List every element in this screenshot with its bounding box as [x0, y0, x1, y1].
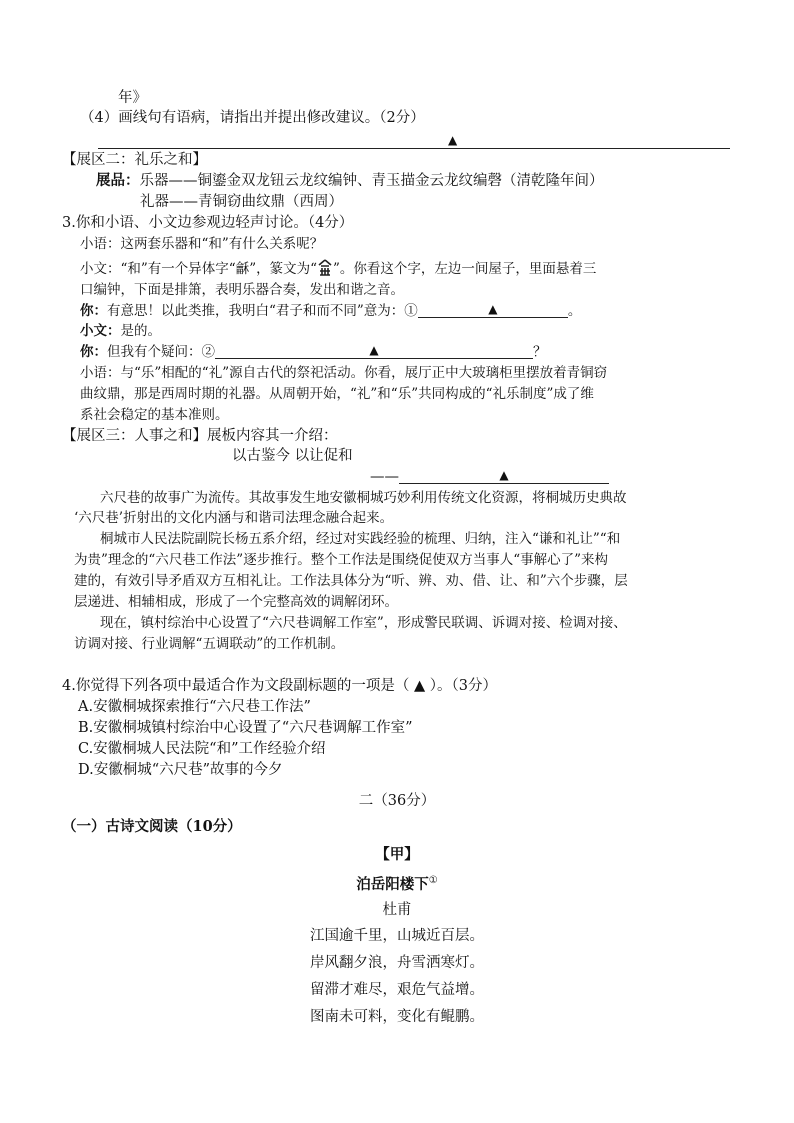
top-fragment: 年》 [118, 90, 147, 106]
section-2-title: 二（36分） [358, 793, 436, 809]
dialog-line-4 [80, 301, 581, 321]
zone3-heading: 【展区三：人事之和】 [62, 428, 207, 444]
poem-line-4: 图南未可料，变化有鲲鹏。 [310, 1009, 484, 1025]
subtitle-dash: —— [370, 469, 399, 485]
question-3-title: 3.你和小语、小文边参观边轻声讨论。（4分） [62, 215, 354, 231]
dialog-line-6-end: ？ [533, 344, 547, 360]
poem-author: 杜甫 [382, 902, 412, 918]
dialog-line-8: 曲纹鼎，那是西周时期的礼器。从周朝开始，“礼”和“乐”共同构成的“礼乐制度”成了维 [80, 386, 594, 402]
dialog-line-6-text: 但我有个疑问：② [107, 344, 215, 360]
exhibits-music: 乐器——铜鎏金双龙钮云龙纹编钟、青玉描金云龙纹编磬（清乾隆年间） [139, 173, 604, 189]
zone2-exhibits-2: 礼器——青铜窃曲纹鼎（西周） [140, 194, 343, 210]
zone3-intro: 展板内容其一介绍： [207, 428, 338, 444]
speaker-xiaowen: 小文： [80, 323, 121, 339]
answer-marker: ▲ [369, 343, 379, 357]
question-4-prev: （4）画线句有语病，请指出并提出修改建议。（2分） [80, 110, 425, 126]
poem-line-3: 留滞才难尽，艰危气益增。 [310, 982, 484, 998]
answer-line [98, 148, 730, 149]
answer-blank-1[interactable] [418, 301, 568, 318]
poem-line-1: 江国逾千里，山城近百层。 [310, 928, 484, 944]
speaker-you: 你： [80, 303, 107, 319]
zone2-exhibits-1 [96, 171, 604, 191]
poem-title-line [0, 871, 794, 895]
option-d[interactable]: D.安徽桐城“六尺巷”故事的今夕 [78, 762, 283, 778]
dialog-line-3: 口编钟，下面是排箫，表明乐器合奏，发出和谐之音。 [80, 282, 404, 298]
dialog-line-4-text: 有意思！以此类推，我明白“君子和而不同”意为：① [107, 303, 418, 319]
poem-title: 泊岳阳楼下 [356, 875, 429, 893]
section-2-sub: （一）古诗文阅读（10分） [62, 818, 242, 835]
question-4-title [62, 676, 497, 696]
dialog-line-2b: ”。你看这个字，左边一间屋子，里面悬着三 [333, 261, 597, 277]
q4-title-a: 4.你觉得下列各项中最适合作为文段副标题的一项是（ [62, 678, 414, 694]
article-p2a: 桐城市人民法院副院长杨五系介绍，经过对实践经验的梳理、归纳，注入“谦和礼让”“和 [100, 531, 621, 547]
option-a[interactable]: A.安徽桐城探索推行“六尺巷工作法” [78, 699, 311, 715]
q4-title-b: ）。（3分） [425, 678, 497, 694]
footnote-mark: ① [428, 875, 438, 886]
dialog-line-5-text: 是的。 [120, 323, 161, 339]
dialog-line-2a: 小文：“和”有一个异体字“龢”，篆文为“ [80, 261, 318, 277]
option-b[interactable]: B.安徽桐城镇村综治中心设置了“六尺巷调解工作室” [78, 720, 413, 736]
speaker-you-2: 你： [80, 344, 107, 360]
zone3-title [62, 426, 338, 446]
article-subtitle [370, 467, 609, 487]
exhibits-label: 展品： [96, 172, 140, 189]
answer-marker: ▲ [499, 468, 509, 482]
dialog-line-6 [80, 342, 547, 362]
article-p3b: 访调对接、行业调解“五调联动”的工作机制。 [74, 636, 345, 652]
dialog-line-2 [80, 259, 596, 279]
article-p2b: 为贵”理念的“六尺巷工作法”逐步推行。整个工作法是围绕促使双方当事人“事解心了”来构 [74, 552, 609, 568]
article-headline: 以古鉴今 以让促和 [232, 448, 353, 464]
answer-marker: ▲ [448, 133, 458, 147]
option-c[interactable]: C.安徽桐城人民法院“和”工作经验介绍 [78, 741, 326, 757]
dialog-line-7: 小语：与“乐”相配的“礼”源自古代的祭祀活动。你看，展厅正中大玻璃柜里摆放着青铜窃 [80, 365, 608, 381]
dialog-line-4-end: 。 [567, 303, 582, 319]
dialog-line-9: 系社会稳定的基本准则。 [80, 407, 229, 423]
article-p3a: 现在，镇村综治中心设置了“六尺巷调解工作室”，形成警民联调、诉调对接、检调对接、 [100, 615, 627, 631]
poem-jia: 【甲】 [375, 846, 419, 863]
zone2-title: 【展区二：礼乐之和】 [62, 152, 207, 168]
article-p2d: 层递进、相辅相成，形成了一个完整高效的调解闭环。 [74, 594, 398, 610]
answer-marker: ▲ [488, 302, 498, 316]
article-p1a: 六尺巷的故事广为流传。其故事发生地安徽桐城巧妙利用传统文化资源，将桐城历史典故 [100, 490, 627, 506]
answer-marker: ▲ [413, 677, 426, 694]
article-p1b: ‘六尺巷’折射出的文化内涵与和谐司法理念融合起来。 [74, 510, 394, 526]
seal-script-he-icon [317, 259, 333, 277]
poem-line-2: 岸风翻夕浪，舟雪洒寒灯。 [310, 955, 484, 971]
article-p2c: 建的，有效引导矛盾双方互相礼让。工作法具体分为“听、辨、劝、借、让、和”六个步骤，层 [74, 573, 628, 589]
dialog-line-5 [80, 321, 161, 341]
dialog-line-1: 小语：这两套乐器和“和”有什么关系呢？ [80, 236, 324, 252]
subtitle-blank[interactable] [399, 467, 609, 484]
answer-blank-2[interactable] [215, 342, 533, 359]
